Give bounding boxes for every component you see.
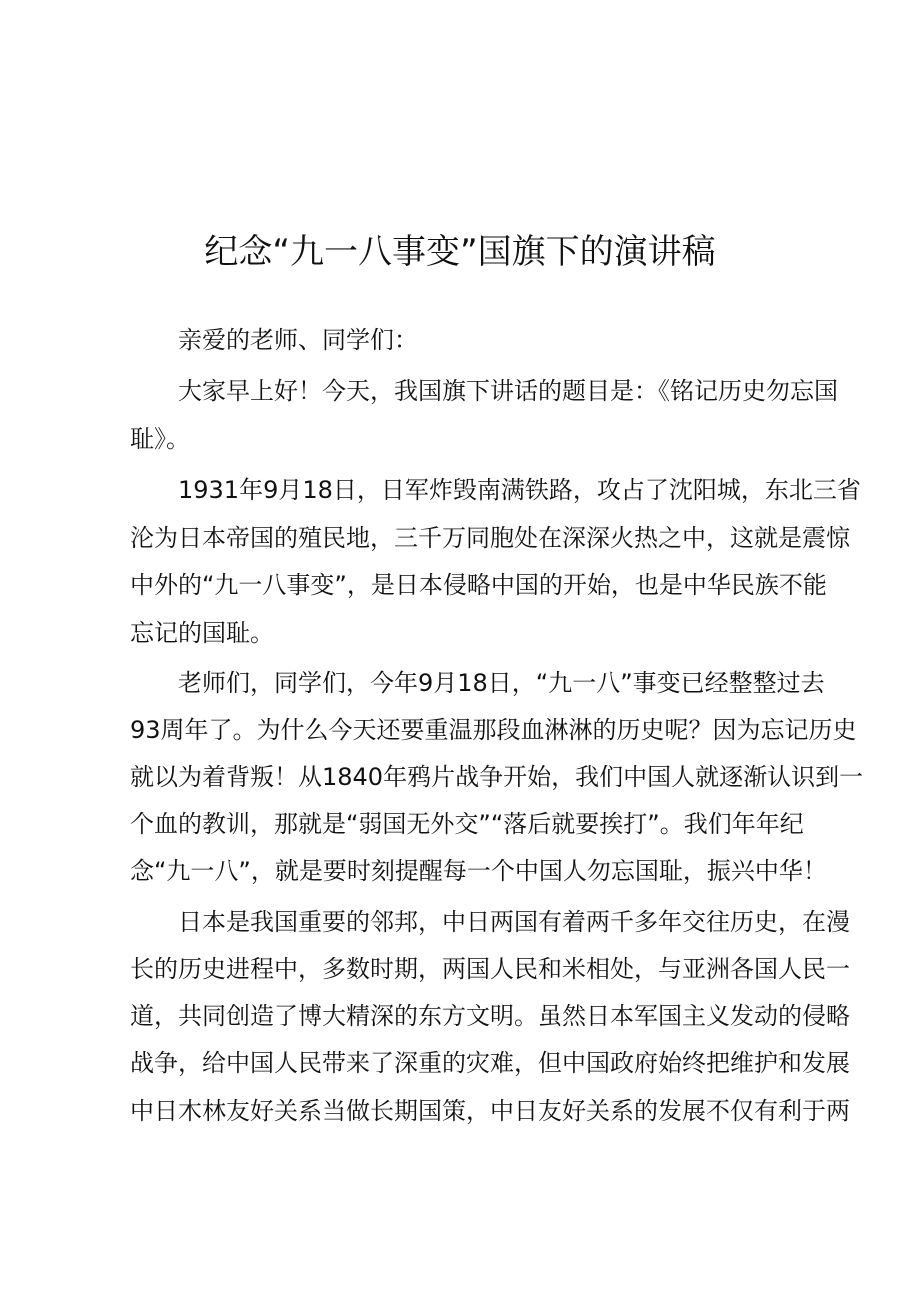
paragraph-line: 道，共同创造了博大精深的东方文明。虽然日本军国主义发动的侵略 — [130, 1002, 850, 1030]
paragraph-line: 大家早上好！今天，我国旗下讲话的题目是：《铭记历史勿忘国 — [178, 377, 838, 405]
paragraph-line: 就以为着背叛！从1840年鸦片战争开始，我们中国人就逐渐认识到一 — [130, 763, 864, 791]
paragraph-line: 沦为日本帝国的殖民地，三千万同胞处在深深火热之中，这就是震惊 — [130, 524, 850, 552]
paragraph-line: 长的历史进程中，多数时期，两国人民和米相处，与亚洲各国人民一 — [130, 955, 850, 983]
paragraph-line: 中日木林友好关系当做长期国策，中日友好关系的发展不仅有利于两 — [130, 1097, 850, 1125]
salutation-line: 亲爱的老师、同学们： — [178, 326, 418, 354]
paragraph-line: 中外的“九一八事变”，是日本侵略中国的开始，也是中华民族不能 — [130, 571, 827, 599]
paragraph-line: 念“九一八”，就是要时刻提醒每一个中国人勿忘国耻，振兴中华！ — [130, 857, 827, 885]
paragraph-line: 耻》。 — [130, 425, 190, 453]
paragraph-line: 日本是我国重要的邻邦，中日两国有着两千多年交往历史，在漫 — [178, 908, 850, 936]
paragraph-line: 忘记的国耻。 — [130, 619, 274, 647]
paragraph-line: 93周年了。为什么今天还要重温那段血淋淋的历史呢？因为忘记历史 — [130, 716, 857, 744]
paragraph-line: 个血的教训，那就是“弱国无外交”“落后就要挨打”。我们年年纪 — [130, 810, 804, 838]
page-title: 纪念“九一八事变”国旗下的演讲稿 — [204, 232, 716, 272]
paragraph-line: 战争，给中国人民带来了深重的灾难，但中国政府始终把维护和发展 — [130, 1049, 850, 1077]
paragraph-line: 老师们，同学们，今年9月18日，“九一八”事变已经整整过去 — [178, 669, 825, 697]
paragraph-line: 1931年9月18日，日军炸毁南满铁路，攻占了沈阳城，东北三省 — [178, 476, 861, 504]
